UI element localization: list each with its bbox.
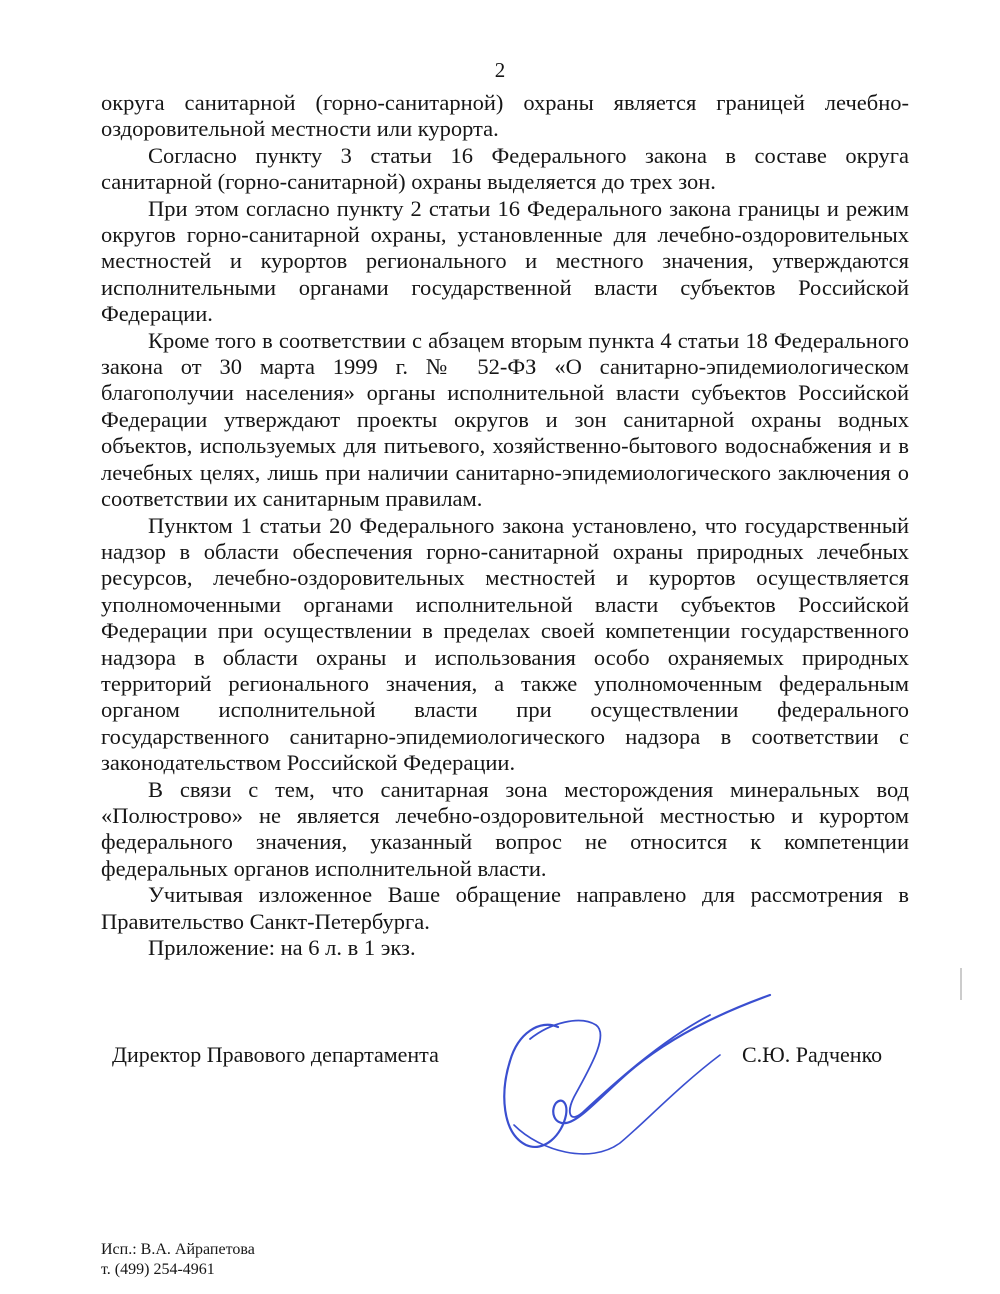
executor-phone: т. (499) 254-4961 <box>101 1261 215 1278</box>
page-number: 2 <box>494 58 506 82</box>
executor-info <box>101 1240 255 1280</box>
paragraph-5: Пунктом 1 статьи 20 Федерального закона установлено, что государственный надзор в области обеспечения горно-санитарной охраны природных лечебных ресурсов, лечебно-оздоровительных местностей и курортов осуществляется уполномоченными органами исполнительной власти субъектов Российской Федерации при осуществлении в пределах своей компетенции государственного надзора в области охраны и использования особо охраняемых природных территорий регионального значения, а также уполномоченным федеральным органом исполнительной власти при осуществлении федерального государственного санитарно-эпидемиологического надзора в соответствии с законодательством Российской Федерации. <box>101 512 909 776</box>
executor-name: Исп.: В.А. Айрапетова <box>101 1241 255 1258</box>
handwritten-signature <box>470 975 790 1175</box>
paragraph-4: Кроме того в соответствии с абзацем вторым пункта 4 статьи 18 Федерального закона от 30 марта 1999 г. № 52-ФЗ «О санитарно-эпидемиологическом благополучии населения» органы исполнительной власти субъектов Российской Федерации утверждают проекты округов и зон санитарной охраны водных объектов, используемых для питьевого, хозяйственно-бытового водоснабжения и в лечебных целях, лишь при наличии санитарно-эпидемиологического заключения о соответствии их санитарным правилам. <box>101 327 909 512</box>
paragraph-3: При этом согласно пункту 2 статьи 16 Федерального закона границы и режим округов горно-санитарной охраны, установленные для лечебно-оздоровительных местностей и курортов регионального и местного значения, утверждаются исполнительными органами государственной власти субъектов Российской Федерации. <box>101 195 909 327</box>
paragraph-1: округа санитарной (горно-санитарной) охраны является границей лечебно-оздоровительной местности или курорта. <box>101 90 909 142</box>
signer-title: Директор Правового департамента <box>112 1042 439 1067</box>
signer-name: С.Ю. Радченко <box>742 1042 883 1067</box>
attachment-note: Приложение: на 6 л. в 1 экз. <box>148 935 416 960</box>
paragraph-6: В связи с тем, что санитарная зона месторождения минеральных вод «Полюстрово» не является лечебно-оздоровительной местностью и курортом федерального значения, указанный вопрос не относится к компетенции федеральных органов исполнительной власти. <box>101 776 909 881</box>
paragraph-7: Учитывая изложенное Ваше обращение направлено для рассмотрения в Правительство Санкт-Петербурга. <box>101 882 909 934</box>
paragraph-2: Согласно пункту 3 статьи 16 Федерального закона в составе округа санитарной (горно-санитарной) охраны выделяется до трех зон. <box>101 142 909 195</box>
scan-mark <box>960 968 962 1000</box>
letter-body <box>101 90 909 961</box>
